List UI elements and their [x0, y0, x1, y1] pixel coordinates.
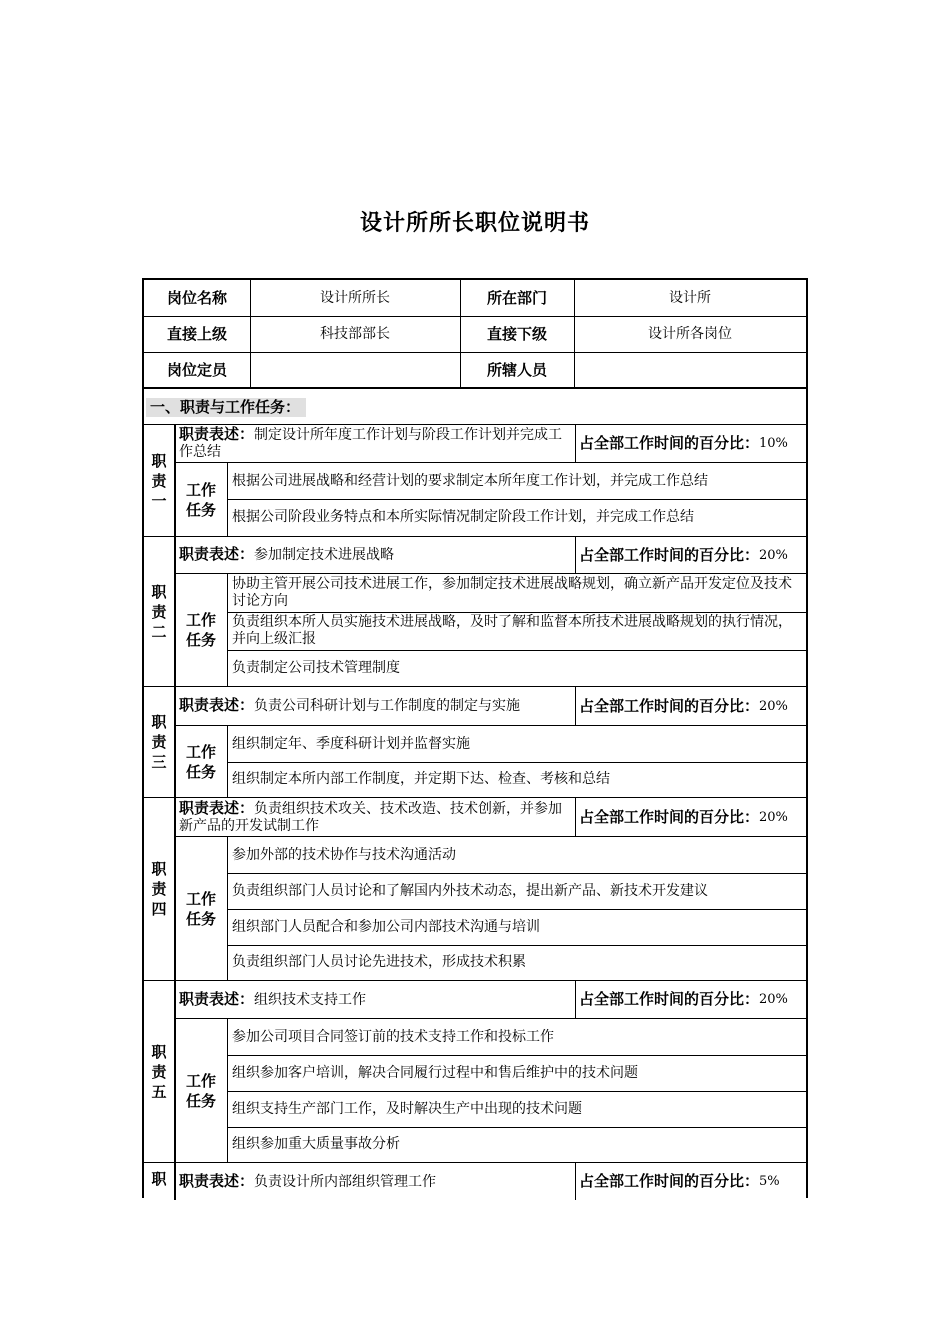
duty-4-label: 职 责 四: [151, 860, 167, 918]
duty-2-task-2: 负责组织本所人员实施技术进展战略，及时了解和监督本所技术进展战略规划的执行情况，并向上级汇报: [232, 614, 792, 647]
duty-4-task-3: 组织部门人员配合和参加公司内部技术沟通与培训: [232, 918, 540, 935]
duty-1-task-label: 工作 任务: [185, 480, 216, 519]
superior-value: 科技部部长: [320, 325, 390, 342]
duty-1-label: 职 责 一: [151, 451, 167, 510]
duty-5-description: 职责表述：组织技术支持工作: [179, 989, 367, 1008]
section-title: 一、职责与工作任务：: [146, 398, 306, 417]
department-label: 所在部门: [486, 288, 547, 307]
duty-2-task-1: 协助主管开展公司技术进展工作，参加制定技术进展战略规划，确立新产品开发定位及技术讨论方向: [232, 576, 792, 609]
superior-label: 直接上级: [166, 324, 227, 343]
job-description-table: [142, 278, 808, 1198]
duty-4-task-2: 负责组织部门人员讨论和了解国内外技术动态，提出新产品、新技术开发建议: [232, 882, 708, 899]
staff-value: [574, 352, 806, 388]
duty-1-task-1: 根据公司进展战略和经营计划的要求制定本所年度工作计划，并完成工作总结: [232, 472, 708, 489]
section-title-row: [144, 389, 806, 425]
duty-5-task-3: 组织支持生产部门工作，及时解决生产中出现的技术问题: [232, 1100, 582, 1117]
duty-2-task-3: 负责制定公司技术管理制度: [232, 659, 400, 676]
duty-5-task-label: 工作 任务: [185, 1071, 216, 1110]
duty-6-percentage: 占全部工作时间的百分比： 5%: [579, 1172, 780, 1190]
duty-2-percentage: 占全部工作时间的百分比： 20%: [579, 545, 788, 564]
position-name-label: 岗位名称: [166, 288, 227, 307]
duty-1-percentage: 占全部工作时间的百分比： 10%: [579, 434, 788, 452]
duty-5-percentage: 占全部工作时间的百分比： 20%: [579, 990, 788, 1008]
duty-5-task-4: 组织参加重大质量事故分析: [232, 1136, 400, 1152]
duty-2-label: 职 责 二: [151, 582, 167, 641]
duty-5-task-2: 组织参加客户培训，解决合同履行过程中和售后维护中的技术问题: [232, 1064, 638, 1081]
duty-3-task-2: 组织制定本所内部工作制度，并定期下达、检查、考核和总结: [232, 771, 610, 787]
duty-2-task-label: 工作 任务: [185, 611, 216, 649]
department-value: 设计所: [669, 289, 711, 306]
page-title: 设计所所长职位说明书: [359, 211, 590, 236]
subordinate-value: 设计所各岗位: [648, 325, 732, 342]
duty-6-description: 职责表述：负责设计所内部组织管理工作: [179, 1171, 437, 1190]
headcount-label: 岗位定员: [166, 360, 227, 379]
subordinate-label: 直接下级: [486, 324, 547, 343]
staff-label: 所辖人员: [486, 360, 547, 379]
position-name-value: 设计所所长: [320, 289, 390, 306]
duty-3-label: 职 责 三: [151, 713, 167, 771]
duty-3-description: 职责表述：负责公司科研计划与工作制度的制定与实施: [179, 696, 521, 714]
duty-5-label: 职 责 五: [151, 1042, 167, 1101]
duty-6-label: 职: [151, 1170, 167, 1188]
duty-3-task-1: 组织制定年、季度科研计划并监督实施: [232, 735, 470, 752]
duty-4-task-1: 参加外部的技术协作与技术沟通活动: [232, 846, 456, 863]
headcount-value: [250, 352, 460, 388]
duty-4-description: 职责表述：负责组织技术攻关、技术改造、技术创新，并参加新产品的开发试制工作: [179, 798, 563, 834]
duty-1-task-2: 根据公司阶段业务特点和本所实际情况制定阶段工作计划，并完成工作总结: [232, 509, 694, 525]
duty-2-description: 职责表述：参加制定技术进展战略: [179, 545, 395, 563]
duty-3-percentage: 占全部工作时间的百分比： 20%: [579, 696, 788, 715]
duty-1-description: 职责表述：制定设计所年度工作计划与阶段工作计划并完成工作总结: [179, 425, 563, 460]
duty-5-task-1: 参加公司项目合同签订前的技术支持工作和投标工作: [232, 1028, 554, 1045]
duty-4-task-4: 负责组织部门人员讨论先进技术，形成技术积累: [232, 954, 526, 970]
duty-4-task-label: 工作 任务: [185, 889, 216, 928]
duty-4-percentage: 占全部工作时间的百分比： 20%: [579, 807, 788, 826]
duty-3-task-label: 工作 任务: [185, 742, 216, 781]
